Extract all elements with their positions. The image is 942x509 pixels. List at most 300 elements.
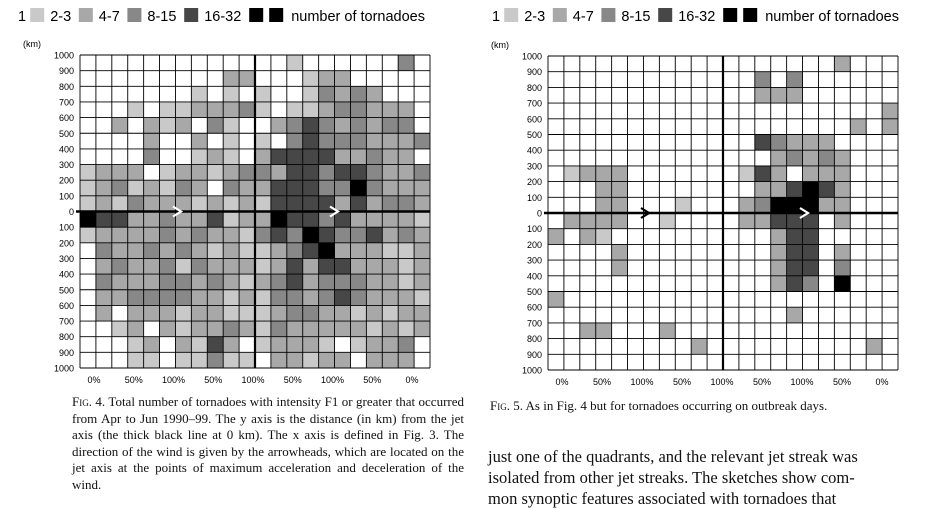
- x-tick-label: 50%: [752, 377, 772, 387]
- heatmap-cell: [596, 213, 612, 229]
- heatmap-cell: [398, 321, 414, 337]
- legend-swatch: [249, 8, 263, 22]
- heatmap-cell: [160, 321, 176, 337]
- heatmap-cell: [319, 337, 335, 353]
- heatmap-cell: [207, 165, 223, 181]
- heatmap-cell: [382, 258, 398, 274]
- heatmap-cell: [223, 305, 239, 321]
- heatmap-cell: [350, 305, 366, 321]
- heatmap-cell: [144, 337, 160, 353]
- heatmap-cell: [834, 56, 850, 72]
- heatmap-cell: [144, 196, 160, 212]
- x-tick-label: 0%: [555, 377, 569, 387]
- y-tick-label: 100: [58, 191, 74, 202]
- heatmap-cell: [755, 87, 771, 103]
- y-tick-label: 100: [526, 224, 542, 235]
- heatmap-cell: [771, 135, 787, 151]
- heatmap-cell: [366, 102, 382, 118]
- heatmap-cell: [787, 213, 803, 229]
- heatmap-cell: [287, 133, 303, 149]
- heatmap-cell: [350, 274, 366, 290]
- heatmap-cell: [739, 197, 755, 213]
- heatmap-cell: [144, 274, 160, 290]
- heatmap-cell: [207, 337, 223, 353]
- heatmap-cell: [207, 321, 223, 337]
- legend-title: number of tornadoes: [765, 9, 900, 25]
- x-tick-label: 50%: [283, 375, 302, 385]
- heatmap-cell: [287, 243, 303, 259]
- heatmap-cell: [128, 274, 144, 290]
- heatmap-cell: [175, 321, 191, 337]
- heatmap-cell: [398, 337, 414, 353]
- heatmap-cell: [160, 258, 176, 274]
- heatmap-cell: [128, 337, 144, 353]
- heatmap-cell: [255, 86, 271, 102]
- legend-label: 1: [492, 9, 501, 25]
- heatmap-cell: [382, 337, 398, 353]
- heatmap-cell: [335, 258, 351, 274]
- heatmap-cell: [398, 196, 414, 212]
- heatmap-cell: [223, 71, 239, 87]
- heatmap-cell: [335, 352, 351, 368]
- legend-swatch: [658, 8, 672, 22]
- heatmap-cell: [128, 227, 144, 243]
- y-tick-label: 900: [526, 349, 542, 360]
- heatmap-cell: [271, 196, 287, 212]
- heatmap-cell: [319, 165, 335, 181]
- y-tick-label: 600: [526, 302, 542, 313]
- legend-label: 1: [18, 9, 27, 25]
- y-tick-label: 200: [526, 177, 542, 188]
- heatmap-cell: [160, 212, 176, 228]
- heatmap-cell: [350, 337, 366, 353]
- heatmap-cell: [771, 276, 787, 292]
- y-tick-label: 200: [526, 239, 542, 250]
- heatmap-cell: [803, 166, 819, 182]
- heatmap-cell: [612, 244, 628, 260]
- heatmap-cell: [335, 180, 351, 196]
- y-tick-label: 400: [58, 269, 74, 280]
- heatmap-cell: [596, 197, 612, 213]
- heatmap-cell: [303, 118, 319, 134]
- heatmap-cell: [414, 243, 430, 259]
- heatmap-cell: [223, 227, 239, 243]
- legend-label: 16-32: [678, 9, 716, 25]
- heatmap-cell: [144, 290, 160, 306]
- y-axis-unit-label: (km): [23, 39, 41, 49]
- heatmap-cell: [271, 243, 287, 259]
- heatmap-cell: [271, 149, 287, 165]
- heatmap-cell: [382, 149, 398, 165]
- heatmap-cell: [191, 321, 207, 337]
- heatmap-cell: [96, 290, 112, 306]
- body-text: [488, 446, 938, 509]
- figure-4-panel: [0, 0, 470, 502]
- heatmap-cell: [303, 133, 319, 149]
- y-tick-label: 900: [58, 347, 74, 358]
- heatmap-cell: [160, 102, 176, 118]
- heatmap-cell: [112, 258, 128, 274]
- heatmap-cell: [191, 274, 207, 290]
- heatmap-cell: [319, 290, 335, 306]
- heatmap-cell: [818, 182, 834, 198]
- heatmap-cell: [771, 182, 787, 198]
- heatmap-cell: [803, 182, 819, 198]
- heatmap-cell: [335, 133, 351, 149]
- heatmap-cell: [834, 260, 850, 276]
- heatmap-cell: [255, 149, 271, 165]
- figure-5-caption: [490, 398, 942, 415]
- heatmap-cell: [175, 290, 191, 306]
- heatmap-cell: [96, 180, 112, 196]
- heatmap-cell: [128, 352, 144, 368]
- heatmap-cell: [287, 258, 303, 274]
- heatmap-cell: [771, 229, 787, 245]
- heatmap-cell: [755, 72, 771, 88]
- heatmap-cell: [366, 86, 382, 102]
- heatmap-cell: [366, 305, 382, 321]
- heatmap-cell: [659, 213, 675, 229]
- heatmap-cell: [350, 243, 366, 259]
- heatmap-cell: [580, 229, 596, 245]
- figure-5-caption-label: Fig. 5.: [490, 398, 523, 413]
- heatmap-cell: [691, 339, 707, 355]
- heatmap-cell: [223, 180, 239, 196]
- heatmap-cell: [303, 243, 319, 259]
- heatmap-cell: [160, 118, 176, 134]
- heatmap-cell: [255, 337, 271, 353]
- heatmap-cell: [398, 274, 414, 290]
- heatmap-cell: [287, 305, 303, 321]
- heatmap-cell: [398, 290, 414, 306]
- y-tick-label: 600: [526, 114, 542, 125]
- legend-label: 4-7: [572, 9, 594, 25]
- heatmap-cell: [223, 196, 239, 212]
- heatmap-cell: [175, 305, 191, 321]
- heatmap-cell: [175, 118, 191, 134]
- heatmap-cell: [335, 165, 351, 181]
- heatmap-cell: [112, 165, 128, 181]
- y-tick-label: 500: [526, 287, 542, 297]
- heatmap-cell: [287, 352, 303, 368]
- heatmap-cell: [207, 305, 223, 321]
- heatmap-cell: [787, 229, 803, 245]
- heatmap-cell: [80, 196, 96, 212]
- heatmap-cell: [160, 274, 176, 290]
- heatmap-cell: [787, 87, 803, 103]
- legend-label: 8-15: [621, 9, 651, 25]
- heatmap-cell: [787, 260, 803, 276]
- x-tick-label: 50%: [832, 377, 852, 387]
- heatmap-cell: [398, 55, 414, 71]
- y-tick-label: 100: [58, 222, 74, 233]
- heatmap-cell: [287, 227, 303, 243]
- heatmap-cell: [319, 274, 335, 290]
- heatmap-cell: [319, 149, 335, 165]
- y-tick-label: 400: [526, 271, 542, 282]
- heatmap-cell: [175, 180, 191, 196]
- heatmap-cell: [239, 227, 255, 243]
- heatmap-cell: [414, 258, 430, 274]
- y-tick-label: 1000: [53, 363, 74, 374]
- legend-swatch: [723, 8, 737, 22]
- heatmap-cell: [787, 307, 803, 323]
- heatmap-cell: [612, 182, 628, 198]
- heatmap-cell: [803, 276, 819, 292]
- figure-5-caption-text: As in Fig. 4 but for tornadoes occurring on outbreak days.: [525, 398, 828, 413]
- y-tick-label: 700: [58, 97, 74, 108]
- heatmap-cell: [335, 118, 351, 134]
- heatmap-cell: [239, 212, 255, 228]
- heatmap-cell: [96, 165, 112, 181]
- heatmap-cell: [271, 274, 287, 290]
- heatmap-cell: [319, 321, 335, 337]
- heatmap-cell: [382, 212, 398, 228]
- heatmap-cell: [335, 243, 351, 259]
- heatmap-cell: [223, 165, 239, 181]
- y-tick-label: 1000: [521, 51, 542, 62]
- heatmap-cell: [335, 86, 351, 102]
- heatmap-cell: [239, 352, 255, 368]
- heatmap-cell: [271, 212, 287, 228]
- heatmap-cell: [112, 290, 128, 306]
- heatmap-cell: [755, 213, 771, 229]
- heatmap-cell: [191, 133, 207, 149]
- heatmap-cell: [803, 244, 819, 260]
- heatmap-cell: [366, 118, 382, 134]
- x-tick-label: 50%: [204, 375, 223, 385]
- heatmap-cell: [144, 118, 160, 134]
- heatmap-cell: [144, 258, 160, 274]
- heatmap-cell: [335, 321, 351, 337]
- heatmap-cell: [580, 213, 596, 229]
- heatmap-cell: [834, 166, 850, 182]
- heatmap-cell: [207, 227, 223, 243]
- heatmap-cell: [335, 227, 351, 243]
- heatmap-cell: [255, 180, 271, 196]
- heatmap-cell: [255, 305, 271, 321]
- heatmap-cell: [382, 118, 398, 134]
- heatmap-cell: [207, 212, 223, 228]
- y-tick-label: 400: [58, 144, 74, 155]
- heatmap-cell: [207, 243, 223, 259]
- heatmap-cell: [96, 227, 112, 243]
- heatmap-cell: [303, 149, 319, 165]
- heatmap-cell: [834, 182, 850, 198]
- heatmap-cell: [96, 212, 112, 228]
- legend-swatch: [184, 8, 198, 22]
- heatmap-cell: [398, 118, 414, 134]
- x-tick-label: 50%: [124, 375, 143, 385]
- heatmap-cell: [366, 212, 382, 228]
- heatmap-cell: [112, 180, 128, 196]
- heatmap-cell: [287, 180, 303, 196]
- heatmap-cell: [382, 133, 398, 149]
- heatmap-cell: [287, 165, 303, 181]
- heatmap-cell: [112, 118, 128, 134]
- heatmap-cell: [319, 258, 335, 274]
- heatmap-cell: [382, 102, 398, 118]
- heatmap-cell: [207, 149, 223, 165]
- heatmap-cell: [350, 180, 366, 196]
- heatmap-cell: [271, 258, 287, 274]
- heatmap-cell: [239, 102, 255, 118]
- heatmap-cell: [398, 180, 414, 196]
- y-tick-label: 900: [58, 66, 74, 77]
- heatmap-cell: [160, 290, 176, 306]
- heatmap-cell: [303, 165, 319, 181]
- heatmap-cell: [255, 196, 271, 212]
- heatmap-cell: [287, 196, 303, 212]
- heatmap-cell: [580, 166, 596, 182]
- heatmap-cell: [596, 182, 612, 198]
- y-tick-label: 1000: [521, 365, 542, 376]
- heatmap-cell: [96, 305, 112, 321]
- heatmap-cell: [414, 212, 430, 228]
- heatmap-cell: [112, 196, 128, 212]
- heatmap-cell: [303, 212, 319, 228]
- y-tick-label: 600: [58, 300, 74, 311]
- legend-label: 2-3: [50, 9, 72, 25]
- heatmap-cell: [144, 227, 160, 243]
- heatmap-cell: [366, 227, 382, 243]
- heatmap-cell: [834, 197, 850, 213]
- y-axis-unit-label: (km): [491, 40, 509, 50]
- heatmap-cell: [787, 182, 803, 198]
- legend-label: 8-15: [147, 9, 177, 25]
- heatmap-cell: [207, 118, 223, 134]
- heatmap-cell: [191, 196, 207, 212]
- heatmap-cell: [382, 305, 398, 321]
- heatmap-cell: [771, 197, 787, 213]
- heatmap-cell: [580, 323, 596, 339]
- heatmap-cell: [128, 196, 144, 212]
- heatmap-cell: [191, 149, 207, 165]
- heatmap-cell: [112, 321, 128, 337]
- heatmap-cell: [319, 118, 335, 134]
- heatmap-cell: [787, 244, 803, 260]
- heatmap-cell: [612, 260, 628, 276]
- heatmap-cell: [787, 197, 803, 213]
- heatmap-cell: [319, 180, 335, 196]
- heatmap-cell: [287, 102, 303, 118]
- y-tick-label: 800: [526, 82, 542, 93]
- heatmap-cell: [191, 86, 207, 102]
- heatmap-cell: [787, 72, 803, 88]
- heatmap-cell: [128, 102, 144, 118]
- heatmap-cell: [818, 197, 834, 213]
- figure-4-chart: [0, 0, 470, 390]
- x-tick-label: 0%: [405, 375, 419, 385]
- heatmap-cell: [303, 196, 319, 212]
- heatmap-cell: [207, 274, 223, 290]
- heatmap-cell: [382, 321, 398, 337]
- heatmap-cell: [303, 352, 319, 368]
- heatmap-cell: [398, 165, 414, 181]
- heatmap-cell: [96, 196, 112, 212]
- heatmap-cell: [239, 196, 255, 212]
- heatmap-cell: [319, 352, 335, 368]
- heatmap-cell: [335, 212, 351, 228]
- heatmap-cell: [803, 260, 819, 276]
- legend-title: number of tornadoes: [291, 9, 426, 25]
- heatmap-cell: [350, 227, 366, 243]
- y-tick-label: 800: [58, 81, 74, 92]
- x-tick-label: 100%: [241, 375, 265, 385]
- legend-swatch: [269, 8, 283, 22]
- heatmap-cell: [739, 213, 755, 229]
- heatmap-cell: [414, 305, 430, 321]
- heatmap-cell: [175, 258, 191, 274]
- heatmap-cell: [414, 165, 430, 181]
- x-tick-label: 50%: [363, 375, 382, 385]
- y-tick-label: 600: [58, 113, 74, 124]
- heatmap-cell: [366, 290, 382, 306]
- heatmap-cell: [271, 165, 287, 181]
- heatmap-cell: [366, 274, 382, 290]
- heatmap-cell: [564, 166, 580, 182]
- heatmap-cell: [350, 165, 366, 181]
- heatmap-cell: [191, 102, 207, 118]
- heatmap-cell: [144, 212, 160, 228]
- heatmap-cell: [319, 243, 335, 259]
- heatmap-cell: [335, 196, 351, 212]
- x-tick-label: 100%: [630, 377, 654, 387]
- body-text-line: mon synoptic features associated with tornadoes that: [488, 489, 837, 508]
- heatmap-cell: [239, 258, 255, 274]
- heatmap-cell: [191, 212, 207, 228]
- heatmap-cell: [255, 212, 271, 228]
- heatmap-cell: [271, 227, 287, 243]
- heatmap-cell: [350, 290, 366, 306]
- heatmap-cell: [414, 196, 430, 212]
- heatmap-cell: [548, 292, 564, 308]
- heatmap-cell: [818, 166, 834, 182]
- heatmap-cell: [112, 227, 128, 243]
- heatmap-cell: [128, 290, 144, 306]
- heatmap-cell: [112, 243, 128, 259]
- heatmap-cell: [271, 337, 287, 353]
- heatmap-cell: [398, 243, 414, 259]
- heatmap-cell: [223, 118, 239, 134]
- heatmap-cell: [239, 243, 255, 259]
- heatmap-cell: [160, 196, 176, 212]
- heatmap-cell: [414, 227, 430, 243]
- heatmap-cell: [771, 87, 787, 103]
- heatmap-cell: [335, 305, 351, 321]
- heatmap-cell: [144, 149, 160, 165]
- legend-label: 16-32: [204, 9, 242, 25]
- heatmap-cell: [160, 180, 176, 196]
- heatmap-cell: [818, 135, 834, 151]
- heatmap-cell: [398, 305, 414, 321]
- y-tick-label: 200: [58, 175, 74, 186]
- heatmap-cell: [239, 180, 255, 196]
- heatmap-cell: [755, 182, 771, 198]
- heatmap-cell: [223, 243, 239, 259]
- heatmap-cell: [207, 290, 223, 306]
- heatmap-cell: [160, 305, 176, 321]
- heatmap-cell: [128, 258, 144, 274]
- heatmap-cell: [223, 102, 239, 118]
- y-tick-label: 200: [58, 238, 74, 249]
- heatmap-cell: [239, 305, 255, 321]
- heatmap-cell: [96, 243, 112, 259]
- legend-swatch: [553, 8, 567, 22]
- y-tick-label: 300: [526, 255, 542, 266]
- heatmap-cell: [771, 244, 787, 260]
- heatmap-cell: [80, 212, 96, 228]
